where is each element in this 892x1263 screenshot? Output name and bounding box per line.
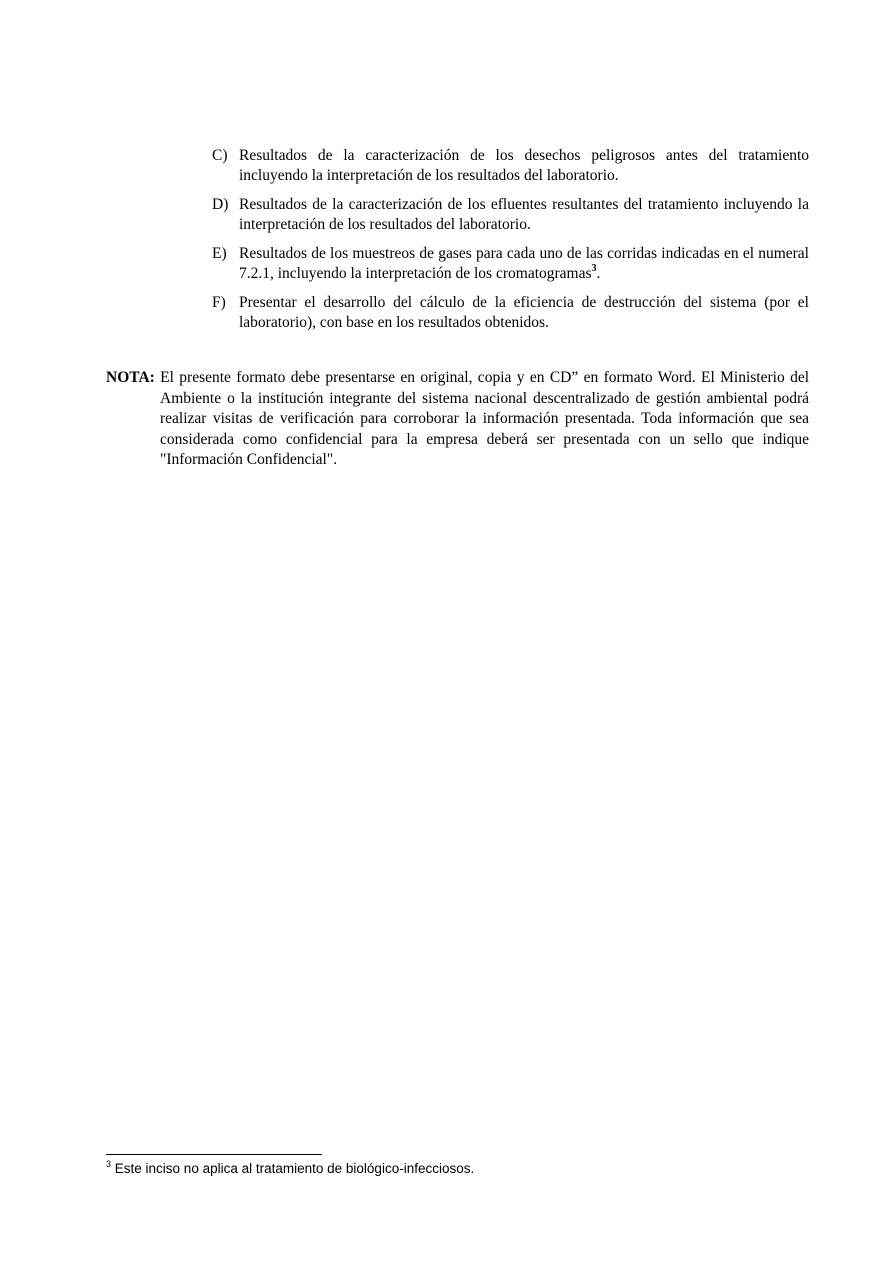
list-marker: D) (212, 196, 229, 213)
list-item-text: Presentar el desarrollo del cálculo de la eficiencia de destrucción del sistema (por el laboratorio), con base en los resultados obtenidos. (239, 294, 809, 331)
footnote-reference[interactable]: 3 (591, 262, 597, 274)
list-item-e (212, 244, 809, 284)
list-item-text-container (239, 245, 809, 282)
list-item-text: Resultados de la caracterización de los efluentes resultantes del tratamiento incluyendo la interpretación de los resultados del laboratorio. (239, 196, 809, 233)
footnote (106, 1160, 806, 1178)
list-item-d (212, 195, 809, 235)
footnote-number: 3 (106, 1158, 112, 1169)
note-label: NOTA: (106, 369, 155, 386)
footnote-text: Este inciso no aplica al tratamiento de biológico-infecciosos. (114, 1161, 475, 1176)
list-item-c (212, 146, 809, 186)
list-item-f (212, 293, 809, 333)
list-item-text-end: . (596, 265, 601, 282)
list-marker: F) (212, 294, 226, 311)
list-item-text: Resultados de los muestreos de gases para cada uno de las corridas indicadas en el numeral 7.2.1, incluyendo la interpretación de los cromatogramas (239, 245, 809, 282)
list-marker: C) (212, 147, 228, 164)
requirements-list (212, 146, 809, 342)
note-text: El presente formato debe presentarse en original, copia y en CD” en formato Word. El Ministerio del Ambiente o la institución integrante del sistema nacional descentralizado de gestión ambiental podrá realizar visitas de verificación para corroborar la información presentada. Toda información que sea considerada como confidencial para la empresa deberá ser presentada con un sello que indique "Información Confidencial". (160, 369, 810, 468)
note-paragraph (106, 368, 809, 471)
list-marker: E) (212, 245, 227, 262)
footnote-separator (106, 1154, 322, 1155)
list-item-text: Resultados de la caracterización de los desechos peligrosos antes del tratamiento incluyendo la interpretación de los resultados del laboratorio. (239, 147, 809, 184)
